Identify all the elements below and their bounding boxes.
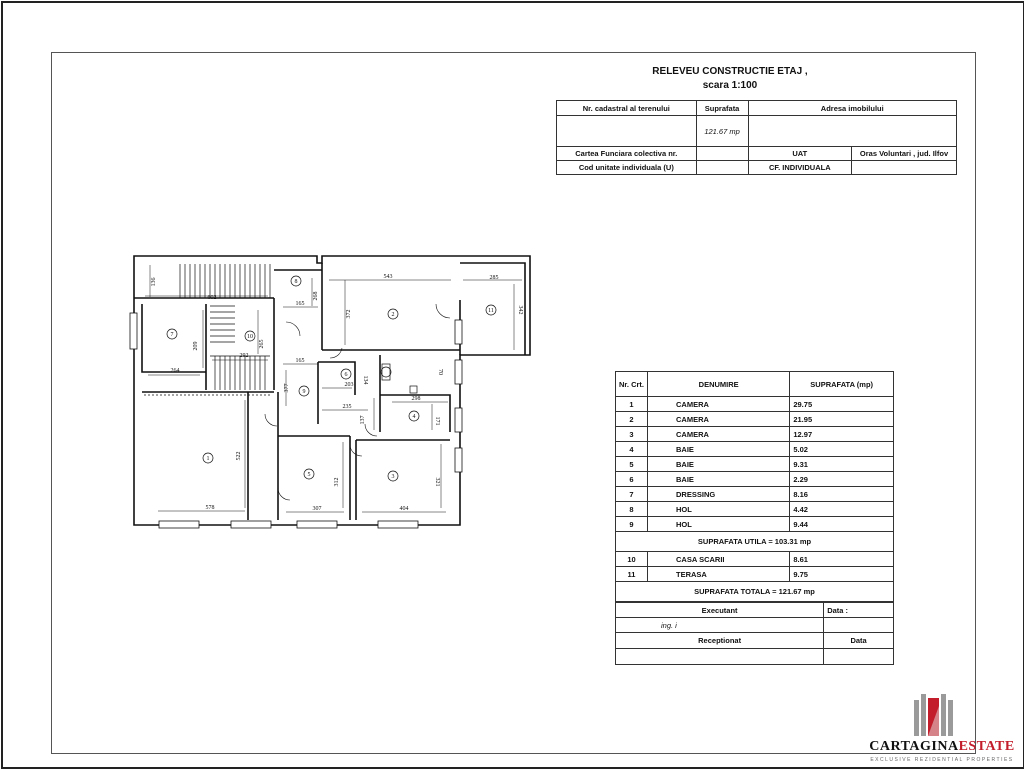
carte-funciara-label: Cartea Funciara colectiva nr. [557,147,697,161]
header-adresa: Adresa imobilului [748,101,957,116]
uat-label: UAT [748,147,852,161]
room-label: 6 [344,372,348,378]
dimension-label: 543 [383,274,393,280]
dimension-label: 137 [360,415,366,425]
dimension-label: 203 [344,382,354,388]
dimension-label: 209 [193,341,199,351]
brand-name-part2: ESTATE [958,739,1015,754]
header-suprafata-mp: SUPRAFATA (mp) [790,372,894,397]
room-label: 5 [307,472,311,478]
dimension-label: 265 [259,339,265,349]
dimension-label: 134 [362,375,368,385]
table-row: 2 CAMERA 21.95 [616,412,894,427]
dimension-label: 165 [295,301,305,307]
table-row: 10 CASA SCARII 8.61 [616,552,894,567]
brand-name-part1: CARTAGINA [869,739,959,754]
room-label: 8 [294,279,298,285]
room-label: 4 [412,414,416,420]
signature-table [615,602,894,665]
table-row: 3 CAMERA 12.97 [616,427,894,442]
table-row: 9 HOL 9.44 [616,517,894,532]
data-label-2: Data [824,633,894,649]
cod-unitate-label: Cod unitate individuala (U) [557,161,697,175]
document-scale: scara 1:100 [702,80,758,91]
dimension-label: 372 [346,309,352,319]
table-row: 11 TERASA 9.75 [616,567,894,582]
brand-name [862,739,1022,755]
dimension-label: 235 [342,404,352,410]
room-label: 3 [391,474,395,480]
location-value: Oras Voluntari , jud. Ilfov [852,147,957,161]
dimension-label: 298 [411,396,421,402]
document-title: RELEVEU CONSTRUCTIE ETAJ , [652,66,808,77]
room-label: 2 [391,312,395,318]
dimension-label: 307 [312,506,322,512]
rooms-table [615,371,894,602]
table-row: 4 BAIE 5.02 [616,442,894,457]
dimension-label: 165 [295,358,305,364]
cadastral-table [556,100,957,175]
brand-tagline: EXCLUSIVE REZIDENTIAL PROPERTIES [870,757,1014,763]
header-nr-crt: Nr. Crt. [616,372,648,397]
table-row: 5 BAIE 9.31 [616,457,894,472]
header-denumire: DENUMIRE [648,372,790,397]
dimension-label: 342 [517,305,523,315]
suprafata-value: 121.67 mp [696,116,748,147]
dimension-label: 264 [170,368,180,374]
dimension-label: 312 [334,477,340,487]
room-label: 1 [206,456,210,462]
suprafata-utila: SUPRAFATA UTILA = 103.31 mp [616,532,894,552]
executant-label: Executant [616,603,824,618]
dimension-label: 70 [437,369,443,375]
dimension-label: 292 [239,353,249,359]
table-row: 7 DRESSING 8.16 [616,487,894,502]
dimension-label: 268 [313,291,319,301]
ing-signature: ing. i [616,618,824,633]
dimension-label: 136 [151,277,157,287]
suprafata-totala: SUPRAFATA TOTALA = 121.67 mp [616,582,894,602]
table-row: 1 CAMERA 29.75 [616,397,894,412]
room-label: 7 [170,332,174,338]
receptionat-label: Receptionat [616,633,824,649]
header-suprafata: Suprafata [696,101,748,116]
dimension-label: 321 [434,477,440,487]
dimension-label: 522 [236,451,242,461]
table-row: 8 HOL 4.42 [616,502,894,517]
dimension-label: 285 [489,275,499,281]
room-label: 11 [488,308,494,314]
dimension-label: 404 [399,506,409,512]
dimension-label: 171 [434,416,440,426]
room-label: 10 [247,334,253,340]
dimension-label: 602 [207,295,217,301]
table-row: 6 BAIE 2.29 [616,472,894,487]
cf-individuala-label: CF. INDIVIDUALA [748,161,852,175]
room-label: 9 [302,389,306,395]
dimension-label: 578 [205,505,215,511]
header-nr-cadastral: Nr. cadastral al terenului [557,101,697,116]
floor-plan [125,248,535,538]
dimension-label: 377 [284,383,290,393]
data-label: Data : [824,603,894,618]
